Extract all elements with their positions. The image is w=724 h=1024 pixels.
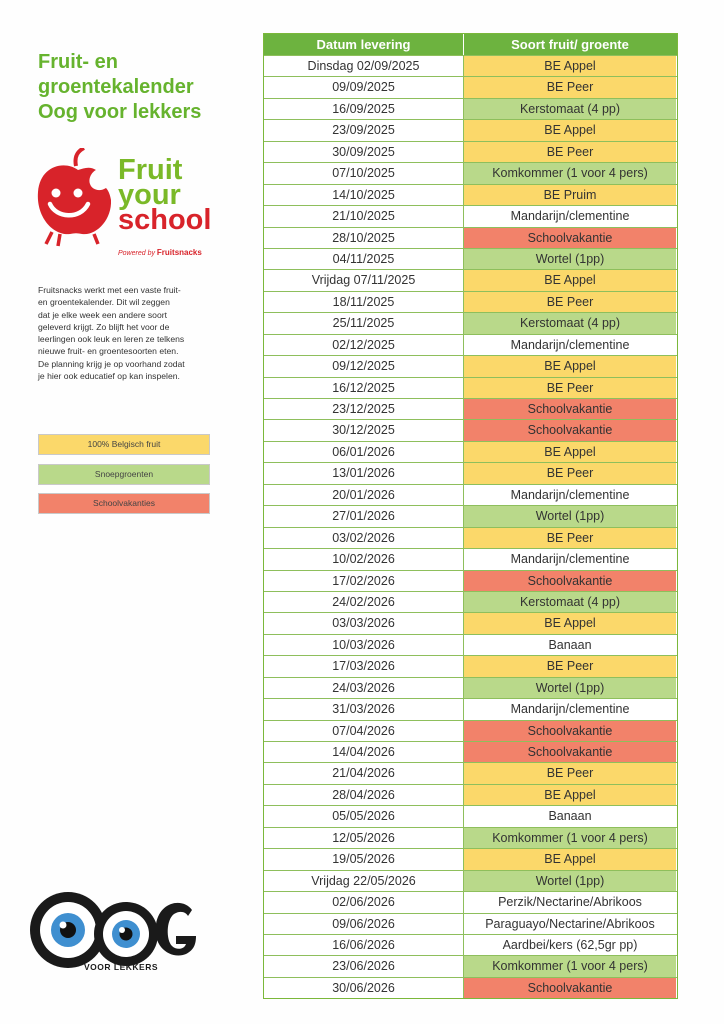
table-row xyxy=(264,891,677,912)
delivery-date-cell: 17/02/2026 xyxy=(264,571,464,591)
table-row xyxy=(264,355,677,376)
table-row xyxy=(264,184,677,205)
table-row xyxy=(264,805,677,826)
intro-line: De planning krijg je op voorhand zodat xyxy=(38,358,185,369)
product-type-cell: Mandarijn/clementine xyxy=(464,485,676,505)
delivery-date-cell: 14/04/2026 xyxy=(264,742,464,762)
title-line-2: groentekalender xyxy=(38,76,194,98)
table-row xyxy=(264,98,677,119)
column-header-date: Datum levering xyxy=(264,34,464,55)
product-type-cell: Schoolvakantie xyxy=(464,742,676,762)
product-type-cell: BE Peer xyxy=(464,378,676,398)
product-type-cell: BE Pruim xyxy=(464,185,676,205)
product-type-cell: Wortel (1pp) xyxy=(464,871,676,891)
delivery-date-cell: 21/10/2025 xyxy=(264,206,464,226)
product-type-cell: BE Appel xyxy=(464,785,676,805)
product-type-cell: BE Peer xyxy=(464,656,676,676)
delivery-date-cell: 12/05/2026 xyxy=(264,828,464,848)
product-type-cell: BE Peer xyxy=(464,77,676,97)
oog-subtitle: VOOR LEKKERS xyxy=(84,962,159,972)
delivery-date-cell: 28/04/2026 xyxy=(264,785,464,805)
intro-line: leerlingen ook leuk en leren ze telkens xyxy=(38,334,185,345)
intro-paragraph xyxy=(38,284,214,382)
table-row xyxy=(264,848,677,869)
product-type-cell: Banaan xyxy=(464,635,676,655)
product-type-cell: Schoolvakantie xyxy=(464,399,676,419)
table-row xyxy=(264,827,677,848)
delivery-date-cell: 07/10/2025 xyxy=(264,163,464,183)
table-row xyxy=(264,484,677,505)
delivery-date-cell: 09/06/2026 xyxy=(264,914,464,934)
delivery-date-cell: 30/12/2025 xyxy=(264,420,464,440)
delivery-date-cell: 20/01/2026 xyxy=(264,485,464,505)
delivery-calendar-table xyxy=(263,33,678,999)
legend-item-schoolvakanties: Schoolvakanties xyxy=(38,493,210,514)
fruit-your-school-wordmark xyxy=(118,154,212,236)
product-type-cell: BE Peer xyxy=(464,142,676,162)
delivery-date-cell: Vrijdag 07/11/2025 xyxy=(264,270,464,290)
delivery-date-cell: 03/03/2026 xyxy=(264,613,464,633)
product-type-cell: Kerstomaat (4 pp) xyxy=(464,592,676,612)
table-row xyxy=(264,741,677,762)
table-row xyxy=(264,591,677,612)
table-row xyxy=(264,548,677,569)
intro-line: je hier ook educatief op kan inspelen. xyxy=(38,371,180,382)
delivery-date-cell: 09/12/2025 xyxy=(264,356,464,376)
delivery-date-cell: 25/11/2025 xyxy=(264,313,464,333)
intro-line: Fruitsnacks werkt met een vaste fruit- xyxy=(38,285,181,295)
table-header xyxy=(264,34,677,55)
product-type-cell: BE Peer xyxy=(464,463,676,483)
delivery-date-cell: 24/03/2026 xyxy=(264,678,464,698)
table-row xyxy=(264,55,677,76)
delivery-date-cell: 10/02/2026 xyxy=(264,549,464,569)
delivery-date-cell: 30/06/2026 xyxy=(264,978,464,998)
table-row xyxy=(264,505,677,526)
delivery-date-cell: 17/03/2026 xyxy=(264,656,464,676)
delivery-date-cell: 18/11/2025 xyxy=(264,292,464,312)
product-type-cell: Kerstomaat (4 pp) xyxy=(464,99,676,119)
table-row xyxy=(264,119,677,140)
powered-by-line xyxy=(118,248,202,257)
logo-word-school: school xyxy=(118,204,212,236)
product-type-cell: Kerstomaat (4 pp) xyxy=(464,313,676,333)
table-row xyxy=(264,677,677,698)
product-type-cell: Banaan xyxy=(464,806,676,826)
product-type-cell: Schoolvakantie xyxy=(464,571,676,591)
product-type-cell: BE Appel xyxy=(464,120,676,140)
product-type-cell: BE Appel xyxy=(464,356,676,376)
table-body xyxy=(264,55,677,998)
logo-word-your: your xyxy=(118,179,181,211)
fruit-your-school-logo xyxy=(34,148,224,258)
table-row xyxy=(264,141,677,162)
delivery-date-cell: 24/02/2026 xyxy=(264,592,464,612)
product-type-cell: Wortel (1pp) xyxy=(464,678,676,698)
table-row xyxy=(264,655,677,676)
delivery-date-cell: 07/04/2026 xyxy=(264,721,464,741)
table-row xyxy=(264,248,677,269)
product-type-cell: Schoolvakantie xyxy=(464,721,676,741)
table-row xyxy=(264,462,677,483)
table-row xyxy=(264,527,677,548)
delivery-date-cell: 05/05/2026 xyxy=(264,806,464,826)
product-type-cell: BE Peer xyxy=(464,763,676,783)
delivery-date-cell: 31/03/2026 xyxy=(264,699,464,719)
table-row xyxy=(264,698,677,719)
delivery-date-cell: 10/03/2026 xyxy=(264,635,464,655)
product-type-cell: Mandarijn/clementine xyxy=(464,335,676,355)
table-row xyxy=(264,269,677,290)
table-row xyxy=(264,205,677,226)
table-row xyxy=(264,162,677,183)
delivery-date-cell: 16/06/2026 xyxy=(264,935,464,955)
product-type-cell: Wortel (1pp) xyxy=(464,506,676,526)
intro-line: en groentekalender. Dit wil zeggen xyxy=(38,297,170,308)
column-header-type: Soort fruit/ groente xyxy=(511,37,629,52)
powered-by-label: Powered by xyxy=(118,250,155,257)
table-row xyxy=(264,398,677,419)
delivery-date-cell: 02/06/2026 xyxy=(264,892,464,912)
delivery-date-cell: 14/10/2025 xyxy=(264,185,464,205)
table-row xyxy=(264,419,677,440)
delivery-date-cell: 06/01/2026 xyxy=(264,442,464,462)
product-type-cell: BE Appel xyxy=(464,270,676,290)
product-type-cell: Mandarijn/clementine xyxy=(464,699,676,719)
delivery-date-cell: 30/09/2025 xyxy=(264,142,464,162)
title-line-3: Oog voor lekkers xyxy=(38,101,202,123)
table-row xyxy=(264,762,677,783)
delivery-date-cell: 21/04/2026 xyxy=(264,763,464,783)
table-row xyxy=(264,76,677,97)
product-type-cell: Paraguayo/Nectarine/Abrikoos xyxy=(464,914,676,934)
delivery-date-cell: 19/05/2026 xyxy=(264,849,464,869)
product-type-cell: Mandarijn/clementine xyxy=(464,549,676,569)
intro-line: dat je elke week een andere soort xyxy=(38,309,167,320)
product-type-cell: Schoolvakantie xyxy=(464,420,676,440)
product-type-cell: BE Appel xyxy=(464,849,676,869)
product-type-cell: Komkommer (1 voor 4 pers) xyxy=(464,828,676,848)
intro-line: geleverd krijgt. Zo blijft het voor de xyxy=(38,321,170,332)
delivery-date-cell: 09/09/2025 xyxy=(264,77,464,97)
delivery-date-cell: 03/02/2026 xyxy=(264,528,464,548)
product-type-cell: BE Appel xyxy=(464,613,676,633)
product-type-cell: Schoolvakantie xyxy=(464,228,676,248)
intro-line: nieuwe fruit- en groentesoorten eten. xyxy=(38,346,179,357)
table-row xyxy=(264,634,677,655)
page-title xyxy=(38,50,248,125)
legend-item-snoepgroenten: Snoepgroenten xyxy=(38,464,210,485)
table-row xyxy=(264,570,677,591)
oog-voor-lekkers-logo xyxy=(26,884,201,984)
delivery-date-cell: 16/12/2025 xyxy=(264,378,464,398)
legend xyxy=(38,434,210,523)
title-line-1: Fruit- en xyxy=(38,51,118,73)
product-type-cell: Komkommer (1 voor 4 pers) xyxy=(464,956,676,976)
delivery-date-cell: 28/10/2025 xyxy=(264,228,464,248)
delivery-date-cell: Vrijdag 22/05/2026 xyxy=(264,871,464,891)
product-type-cell: Komkommer (1 voor 4 pers) xyxy=(464,163,676,183)
delivery-date-cell: 16/09/2025 xyxy=(264,99,464,119)
table-row xyxy=(264,312,677,333)
delivery-date-cell: Dinsdag 02/09/2025 xyxy=(264,56,464,76)
table-row xyxy=(264,955,677,976)
product-type-cell: Perzik/Nectarine/Abrikoos xyxy=(464,892,676,912)
product-type-cell: BE Peer xyxy=(464,528,676,548)
table-row xyxy=(264,334,677,355)
table-row xyxy=(264,377,677,398)
delivery-date-cell: 23/06/2026 xyxy=(264,956,464,976)
product-type-cell: Schoolvakantie xyxy=(464,978,676,998)
delivery-date-cell: 23/09/2025 xyxy=(264,120,464,140)
table-row xyxy=(264,227,677,248)
product-type-cell: BE Appel xyxy=(464,442,676,462)
delivery-date-cell: 13/01/2026 xyxy=(264,463,464,483)
product-type-cell: Aardbei/kers (62,5gr pp) xyxy=(464,935,676,955)
product-type-cell: Wortel (1pp) xyxy=(464,249,676,269)
product-type-cell: Mandarijn/clementine xyxy=(464,206,676,226)
delivery-date-cell: 04/11/2025 xyxy=(264,249,464,269)
table-row xyxy=(264,441,677,462)
delivery-date-cell: 23/12/2025 xyxy=(264,399,464,419)
table-row xyxy=(264,720,677,741)
product-type-cell: BE Appel xyxy=(464,56,676,76)
powered-by-brand: Fruitsnacks xyxy=(156,248,202,257)
legend-item-belgisch-fruit: 100% Belgisch fruit xyxy=(38,434,210,455)
table-row xyxy=(264,612,677,633)
logo-word-fruit: Fruit xyxy=(118,154,183,186)
table-row xyxy=(264,870,677,891)
table-row xyxy=(264,913,677,934)
product-type-cell: BE Peer xyxy=(464,292,676,312)
table-row xyxy=(264,977,677,998)
table-row xyxy=(264,291,677,312)
table-row xyxy=(264,784,677,805)
table-row xyxy=(264,934,677,955)
delivery-date-cell: 27/01/2026 xyxy=(264,506,464,526)
apple-smiley-icon xyxy=(34,148,116,248)
delivery-date-cell: 02/12/2025 xyxy=(264,335,464,355)
